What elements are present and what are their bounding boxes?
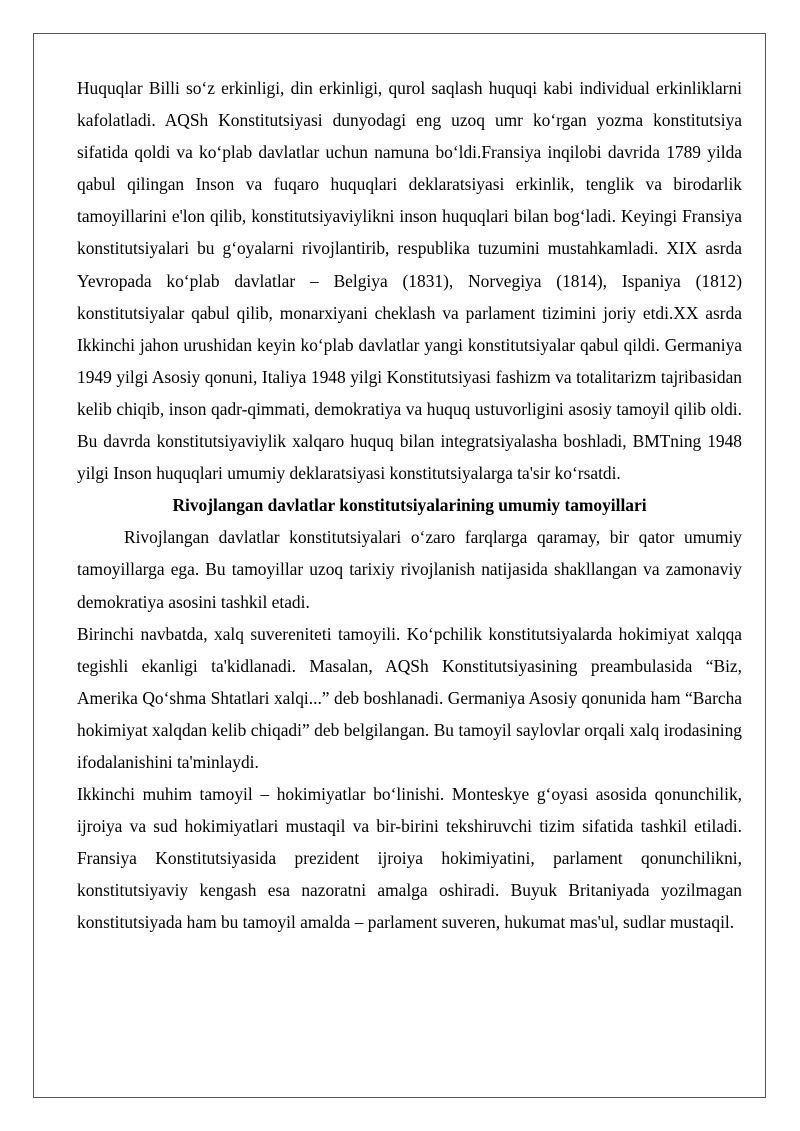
section-heading: Rivojlangan davlatlar konstitutsiyalarining umumiy tamoyillari bbox=[172, 495, 647, 516]
paragraph-separation-of-powers: Ikkinchi muhim tamoyil – hokimiyatlar bo‘linishi. Monteskye g‘oyasi asosida qonunchilik, ijroiya va sud hokimiyatlari mustaqil va bir-birini tekshiruvchi tizim sifatida tashkil etiladi. Fransiya Konstitutsiyasida prezident ijroiya hokimiyatini, parlament qonunchilikni, konstitutsiyaviy kengash esa nazoratni amalga oshiradi. Buyuk Britaniyada yozilmagan konstitutsiyada ham bu tamoyil amalda – parlament suveren, hukumat mas'ul, sudlar mustaqil. bbox=[77, 784, 742, 933]
paragraph-intro: Rivojlangan davlatlar konstitutsiyalari o‘zaro farqlarga qaramay, bir qator umumiy tamoyillarga ega. Bu tamoyillar uzoq tarixiy rivojlanish natijasida shakllangan va zamonaviy demokratiya asosini tashkil etadi. bbox=[77, 527, 742, 612]
paragraph-history: Huquqlar Billi so‘z erkinligi, din erkinligi, qurol saqlash huquqi kabi individual erkinliklarni kafolatladi. AQSh Konstitutsiyasi dunyodagi eng uzoq umr ko‘rgan yozma konstitutsiya sifatida qoldi va ko‘plab davlatlar uchun namuna bo‘ldi.Fransiya inqilobi davrida 1789 yilda qabul qilingan Inson va fuqaro huquqlari deklaratsiyasi erkinlik, tenglik va birodarlik tamoyillarini e'lon qilib, konstitutsiyaviylikni inson huquqlari bilan bog‘ladi. Keyingi Fransiya konstitutsiyalari bu g‘oyalarni rivojlantirib, respublika tuzumini mustahkamladi. XIX asrda Yevropada ko‘plab davlatlar – Belgiya (1831), Norvegiya (1814), Ispaniya (1812) konstitutsiyalar qabul qilib, monarxiyani cheklash va parlament tizimini joriy etdi.XX asrda Ikkinchi jahon urushidan keyin ko‘plab davlatlar yangi konstitutsiyalar qabul qildi. Germaniya 1949 yilgi Asosiy qonuni, Italiya 1948 yilgi Konstitutsiyasi fashizm va totalitarizm tajribasidan kelib chiqib, inson qadr-qimmati, demokratiya va huquq ustuvorligini asosiy tamoyil qilib oldi. Bu davrda konstitutsiyaviylik xalqaro huquq bilan integratsiyalasha boshladi, BMTning 1948 yilgi Inson huquqlari umumiy deklaratsiyasi konstitutsiyalarga ta'sir ko‘rsatdi. bbox=[77, 78, 742, 484]
document-body bbox=[77, 72, 742, 939]
paragraph-sovereignty: Birinchi navbatda, xalq suvereniteti tamoyili. Ko‘pchilik konstitutsiyalarda hokimiyat xalqqa tegishli ekanligi ta'kidlanadi. Masalan, AQSh Konstitutsiyasining preambulasida “Biz, Amerika Qo‘shma Shtatlari xalqi...” deb boshlanadi. Germaniya Asosiy qonunida ham “Barcha hokimiyat xalqdan kelib chiqadi” deb belgilangan. Bu tamoyil saylovlar orqali xalq irodasining ifodalanishini ta'minlaydi. bbox=[77, 623, 742, 772]
